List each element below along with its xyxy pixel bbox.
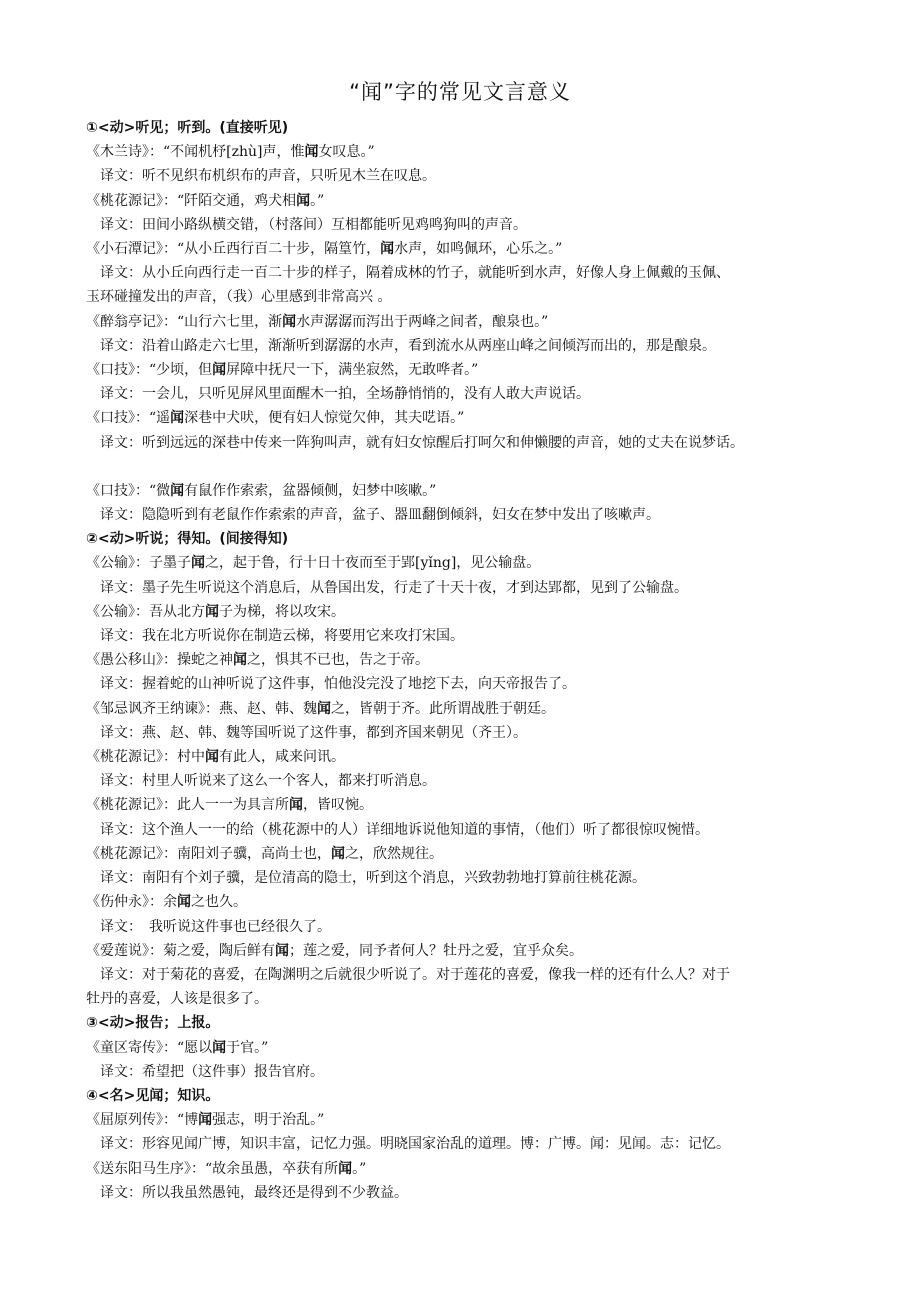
- translation: 译文：隐隐听到有老鼠作作索索的声音，盆子、器皿翻倒倾斜，妇女在梦中发出了咳嗽声。: [100, 507, 660, 524]
- quote-text: 之，欣然规往。: [345, 845, 443, 862]
- quote-text: 。”: [310, 192, 325, 209]
- highlighted-character: 闻: [170, 410, 185, 427]
- quote-text: 《醉翁亭记》：“山行六七里，渐: [86, 313, 283, 330]
- quote-text: 屏障中抚尺一下，满坐寂然，无敢哗者。”: [226, 362, 479, 379]
- quote-text: 《邹忌讽齐王纳谏》：燕、赵、韩、魏: [86, 700, 317, 717]
- highlighted-character: 闻: [282, 313, 297, 330]
- quote-text: 《口技》：“微: [86, 482, 171, 499]
- quote-text: 《小石潭记》：“从小丘西行百二十步，隔篁竹，: [86, 241, 381, 258]
- quote-text: 之，起于鲁，行十日十夜而至于郢[yǐng]，见公输盘。: [205, 555, 541, 572]
- quote-text: 之，惧其不已也，告之于帝。: [247, 652, 429, 669]
- source-quote: [86, 697, 846, 721]
- quote-text: 《伤仲永》：余: [86, 894, 177, 911]
- quote-text: 《桃花源记》：村中: [86, 749, 205, 766]
- quote-text: 。”: [352, 1160, 367, 1177]
- source-quote: [86, 793, 846, 817]
- translation-continued: 牡丹的喜爱，人该是很多了。: [86, 991, 268, 1008]
- page-title: “闻”字的常见文言意义: [349, 80, 571, 104]
- highlighted-character: 闻: [275, 942, 289, 959]
- translation: 译文：听不见织布机织布的声音，只听见木兰在叹息。: [100, 168, 436, 185]
- source-quote: [86, 842, 846, 866]
- source-quote: [86, 890, 846, 914]
- source-quote: [86, 648, 846, 672]
- quote-text: 子为梯，将以攻宋。: [219, 603, 345, 620]
- translation: 译文：握着蛇的山神听说了这件事，怕他没完没了地挖下去，向天帝报告了。: [100, 676, 576, 693]
- source-quote: [86, 1157, 846, 1181]
- quote-text: 《童区寄传》：“愿以: [86, 1039, 213, 1056]
- highlighted-character: 闻: [380, 241, 395, 258]
- translation: 译文：南阳有个刘子骥，是位清高的隐士，听到这个消息，兴致勃勃地打算前往桃花源。: [100, 870, 646, 887]
- document-body: [86, 116, 846, 1205]
- highlighted-character: 闻: [205, 749, 219, 766]
- highlighted-character: 闻: [233, 652, 247, 669]
- quote-text: 《桃花源记》：“阡陌交通，鸡犬相: [86, 192, 297, 209]
- quote-text: 《桃花源记》：此人一一为具言所: [86, 797, 289, 814]
- quote-text: 强志，明于治乱。”: [212, 1112, 325, 1129]
- quote-text: 《屈原列传》：“博: [86, 1112, 199, 1129]
- translation: 译文：这个渔人一一的给（桃花源中的人）详细地诉说他知道的事情，（他们）听了都很惊叹惋惜。: [100, 821, 709, 838]
- translation: 译文：对于菊花的喜爱，在陶渊明之后就很少听说了。对于莲花的喜爱，像我一样的还有什么人？对于: [100, 966, 730, 983]
- quote-text: ；莲之爱，同予者何人？牡丹之爱，宜乎众矣。: [289, 942, 583, 959]
- highlighted-character: 闻: [205, 603, 219, 620]
- highlighted-character: 闻: [331, 845, 345, 862]
- quote-text: 《口技》：“少顷，但: [86, 362, 213, 379]
- translation: 译文：村里人听说来了这么一个客人，都来打听消息。: [100, 773, 436, 790]
- quote-text: 《口技》：“遥: [86, 410, 171, 427]
- quote-text: 有鼠作作索索，盆器倾侧，妇梦中咳嗽。”: [184, 482, 437, 499]
- meaning-heading: ②<动>听说；得知。(间接得知): [86, 531, 289, 548]
- highlighted-character: 闻: [191, 555, 205, 572]
- quote-text: 之也久。: [191, 894, 247, 911]
- highlighted-character: 闻: [212, 1039, 227, 1056]
- translation: 译文：燕、赵、韩、魏等国听说了这件事，都到齐国来朝见（齐王）。: [100, 724, 527, 741]
- translation: 译文：听到远远的深巷中传来一阵狗叫声，就有妇女惊醒后打呵欠和伸懒腰的声音，她的丈夫在说梦话。: [100, 434, 744, 451]
- source-quote: [86, 1108, 846, 1132]
- quote-text: 女叹息。”: [318, 144, 375, 161]
- quote-text: 《爱莲说》：菊之爱，陶后鲜有: [86, 942, 275, 959]
- highlighted-character: 闻: [289, 797, 303, 814]
- translation: 译文：形容见闻广博，知识丰富，记忆力强。明晓国家治乱的道理。博：广博。闻：见闻。志：记忆。: [100, 1136, 730, 1153]
- blank-line: [86, 455, 846, 479]
- meaning-heading: ④<名>见闻；知识。: [86, 1087, 220, 1104]
- quote-text: 《公输》：吾从北方: [86, 603, 205, 620]
- source-quote: [86, 479, 846, 503]
- source-quote: [86, 310, 846, 334]
- source-quote: [86, 237, 846, 261]
- quote-text: 《送东阳马生序》：“故余虽愚，卒获有所: [86, 1160, 339, 1177]
- source-quote: [86, 1036, 846, 1060]
- translation: 译文：所以我虽然愚钝，最终还是得到不少教益。: [100, 1184, 408, 1201]
- source-quote: [86, 406, 846, 430]
- translation-continued: 玉环碰撞发出的声音，（我）心里感到非常高兴 。: [86, 289, 392, 306]
- source-quote: [86, 939, 846, 963]
- highlighted-character: 闻: [338, 1160, 353, 1177]
- source-quote: [86, 551, 846, 575]
- source-quote: [86, 140, 846, 164]
- highlighted-character: 闻: [317, 700, 331, 717]
- quote-text: 有此人，咸来问讯。: [219, 749, 345, 766]
- source-quote: [86, 745, 846, 769]
- quote-text: 之，皆朝于齐。此所谓战胜于朝廷。: [331, 700, 555, 717]
- highlighted-character: 闻: [198, 1112, 213, 1129]
- source-quote: [86, 358, 846, 382]
- quote-text: 《愚公移山》：操蛇之神: [86, 652, 233, 669]
- translation: 译文： 我听说这件事也已经很久了。: [100, 918, 331, 935]
- highlighted-character: 闻: [212, 362, 227, 379]
- quote-text: 《桃花源记》：南阳刘子骥，高尚士也，: [86, 845, 331, 862]
- quote-text: 深巷中犬吠，便有妇人惊觉欠伸，其夫呓语。”: [184, 410, 465, 427]
- highlighted-character: 闻: [170, 482, 185, 499]
- quote-text: 水声潺潺而泻出于两峰之间者，酿泉也。”: [296, 313, 549, 330]
- quote-text: 《木兰诗》：“不闻机杼[zhù]声，惟: [86, 144, 305, 161]
- highlighted-character: 闻: [304, 144, 319, 161]
- translation: 译文：希望把（这件事）报告官府。: [100, 1063, 324, 1080]
- source-quote: [86, 189, 846, 213]
- highlighted-character: 闻: [296, 192, 311, 209]
- translation: 译文：田间小路纵横交错，（村落间）互相都能听见鸡鸣狗叫的声音。: [100, 216, 527, 233]
- translation: 译文：沿着山路走六七里，渐渐听到潺潺的水声，看到流水从两座山峰之间倾泻而出的，那是酿泉。: [100, 337, 716, 354]
- highlighted-character: 闻: [177, 894, 191, 911]
- meaning-heading: ③<动>报告；上报。: [86, 1015, 220, 1032]
- translation: 译文：从小丘向西行走一百二十步的样子，隔着成林的竹子，就能听到水声，好像人身上佩戴的玉佩、: [100, 265, 730, 282]
- quote-text: 于官。”: [226, 1039, 269, 1056]
- translation: 译文：我在北方听说你在制造云梯，将要用它来攻打宋国。: [100, 628, 464, 645]
- quote-text: 《公输》：子墨子: [86, 555, 191, 572]
- quote-text: 水声，如鸣佩环，心乐之。”: [394, 241, 563, 258]
- translation: 译文：一会儿，只听见屏风里面醒木一拍，全场静悄悄的，没有人敢大声说话。: [100, 386, 590, 403]
- translation: 译文：墨子先生听说这个消息后，从鲁国出发，行走了十天十夜，才到达郢都，见到了公输盘。: [100, 579, 688, 596]
- meaning-heading: ①<动>听见；听到。(直接听见): [86, 120, 289, 136]
- quote-text: ，皆叹惋。: [303, 797, 373, 814]
- source-quote: [86, 600, 846, 624]
